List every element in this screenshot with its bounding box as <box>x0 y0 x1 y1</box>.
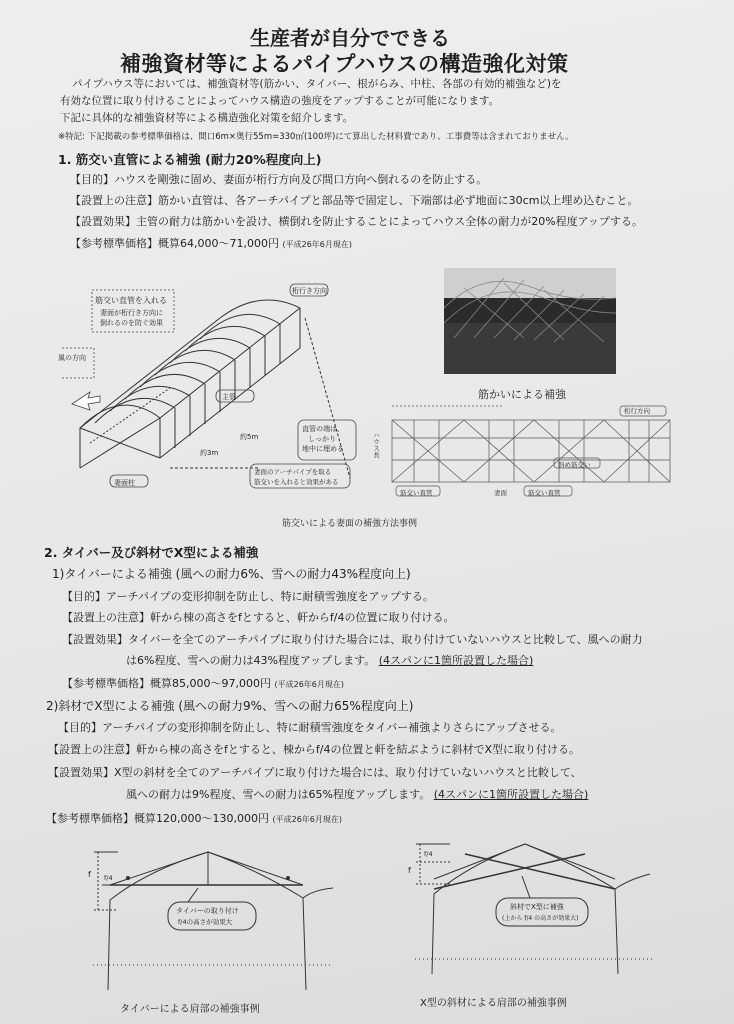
label-house-length: ハウス長 <box>372 432 380 458</box>
sub1-effect-note: (4スパンに1箇所設置した場合) <box>378 654 534 667</box>
sub2-effect-b-line <box>126 786 588 802</box>
label-gable-arch: 妻面のアーチパイプを取る <box>254 468 332 476</box>
section1-price <box>70 235 352 251</box>
title-line-2: 補強資材等によるパイプハウスの構造強化対策 <box>120 52 569 76</box>
section1-caution: 【設置上の注意】筋かい直管は、各アーチパイプと部品等で固定し、下端部は必ず地面に30cm以上埋め込むこと。 <box>70 194 639 207</box>
intro-line-1: パイプハウス等においては、補強資材等(筋かい、タイバー、根がらみ、中柱、各部の有効的補強など)を <box>72 78 562 90</box>
section1-figure-caption: 筋交いによる妻面の補強方法事例 <box>282 519 418 529</box>
section1-price-value: 【参考標準価格】概算64,000～71,000円 <box>70 237 279 250</box>
tiebar-caption: タイバーによる肩部の補強事例 <box>120 1004 260 1015</box>
tiebar-callout-1: タイバーの取り付け <box>176 907 239 915</box>
label-gable-direction: 桁行方向 <box>624 407 650 415</box>
label-diagonal-brace: 斜め筋交い <box>558 461 591 469</box>
intro-line-2: 有効な位置に取り付けることによってハウス構造の強度をアップすることが可能になります。 <box>60 95 500 107</box>
label-prevent-effect: 倒れるのを防ぐ効果 <box>100 319 163 327</box>
sub2-effect-b: 風への耐力は9%程度、雪への耐力は65%程度アップします。 <box>126 788 431 801</box>
xbrace-caption: X型の斜材による肩部の補強事例 <box>420 998 567 1009</box>
tiebar-callout-2: f/4の高さが効果大 <box>178 918 233 926</box>
intro-line-3: 下記に具体的な補強資材等による構造強化対策を紹介します。 <box>60 112 354 124</box>
tiebar-f-label: f <box>88 870 91 879</box>
sub1-price: 【参考標準価格】概算85,000～97,000円 <box>62 677 271 690</box>
bracing-elevation-diagram <box>384 402 674 502</box>
sub1-effect-b-line <box>126 652 533 668</box>
price-note: ※特記: 下記掲載の参考標準価格は、間口6m×奥行55m=330㎡(100坪)にて算出した材料費であり、工事費等は含まれておりません。 <box>58 132 574 142</box>
section1-purpose: 【目的】ハウスを剛強に固め、妻面が桁行方向及び間口方向へ倒れるのを防止する。 <box>70 173 488 186</box>
label-brace-pipe-b: 筋交い直管 <box>528 489 561 497</box>
label-bracing-pipe: 筋交い直管を入れる <box>95 296 167 305</box>
label-approx-5m: 約5m <box>240 433 259 441</box>
label-gable-fall: 妻面が桁行き方向に <box>100 309 163 317</box>
sub2-purpose: 【目的】アーチパイプの変形抑制を防止し、特に耐積雪強度をタイバー補強よりさらにアップさせる。 <box>58 721 562 734</box>
sub2-effect-note: (4スパンに1箇所設置した場合) <box>433 788 589 801</box>
sub1-effect-a: 【設置効果】タイバーを全てのアーチパイプに取り付けた場合には、取り付けていないハウスと比較して、風への耐力 <box>62 633 643 646</box>
sub1-effect-b: は6%程度、雪への耐力は43%程度アップします。 <box>126 654 376 667</box>
section2-sub1-heading: 1)タイバーによる補強 (風への耐力6%、雪への耐力43%程度向上) <box>52 567 411 581</box>
xbrace-f-label: f <box>408 866 411 875</box>
label-bury: 地中に埋める <box>302 445 344 453</box>
section1-price-date: (平成26年6月現在) <box>282 240 352 249</box>
sub1-caution: 【設置上の注意】軒から棟の高さをfとすると、軒からf/4の位置に取り付ける。 <box>62 611 455 624</box>
xbrace-callout-2: (上から f/4 の高さが効果大) <box>502 915 579 922</box>
sub2-effect-a: 【設置効果】X型の斜材を全てのアーチパイプに取り付けた場合には、取り付けていないハウスと比較して、 <box>48 766 582 779</box>
label-approx-3m: 約3m <box>200 449 219 457</box>
label-brace-pipe-a: 筋交い直管 <box>400 489 433 497</box>
sub1-price-date: (平成26年6月現在) <box>274 680 344 689</box>
xbrace-quarter-label: f/4 <box>424 850 433 858</box>
sub2-caution: 【設置上の注意】軒から棟の高さをfとすると、棟からf/4の位置と軒を結ぶように斜材でX型に取り付ける。 <box>48 743 580 756</box>
bracing-photo-illustration <box>444 268 616 374</box>
section1-effect: 【設置効果】主管の耐力は筋かいを設け、横倒れを防止することによってハウス全体の耐力が20%程度アップする。 <box>70 215 643 228</box>
section2-heading: 2. タイバー及び斜材でX型による補強 <box>44 545 259 560</box>
sub2-price-date: (平成26年6月現在) <box>272 815 342 824</box>
label-gable-post: 妻面柱 <box>114 479 135 487</box>
tiebar-quarter-label: f/4 <box>104 874 113 882</box>
label-gable-brace: 筋交いを入れると効果がある <box>254 478 339 486</box>
label-gable: 妻面 <box>494 489 507 497</box>
label-pipe-end: 直管の端は、 <box>302 425 344 433</box>
photo-caption: 筋かいによる補強 <box>478 388 566 401</box>
sub1-price-line <box>62 675 344 691</box>
title-line-1: 生産者が自分でできる <box>250 26 450 50</box>
label-wind-direction: 風の方向 <box>58 354 86 362</box>
bracing-photo <box>444 268 616 374</box>
sub2-price-line <box>46 810 342 826</box>
sub1-purpose: 【目的】アーチパイプの変形抑制を防止し、特に耐積雪強度をアップする。 <box>62 590 434 603</box>
xbrace-callout-1: 斜材でX型に補強 <box>510 903 564 911</box>
sub2-price: 【参考標準価格】概算120,000～130,000円 <box>46 812 269 825</box>
label-ridge-direction: 桁行き方向 <box>292 287 327 295</box>
section2-sub2-heading: 2)斜材でX型による補強 (風への耐力9%、雪への耐力65%程度向上) <box>46 699 414 713</box>
section1-heading: 1. 筋交い直管による補強 (耐力20%程度向上) <box>58 152 322 167</box>
label-firmly: しっかり <box>308 435 336 443</box>
label-main-pipe: 主管 <box>222 393 236 401</box>
